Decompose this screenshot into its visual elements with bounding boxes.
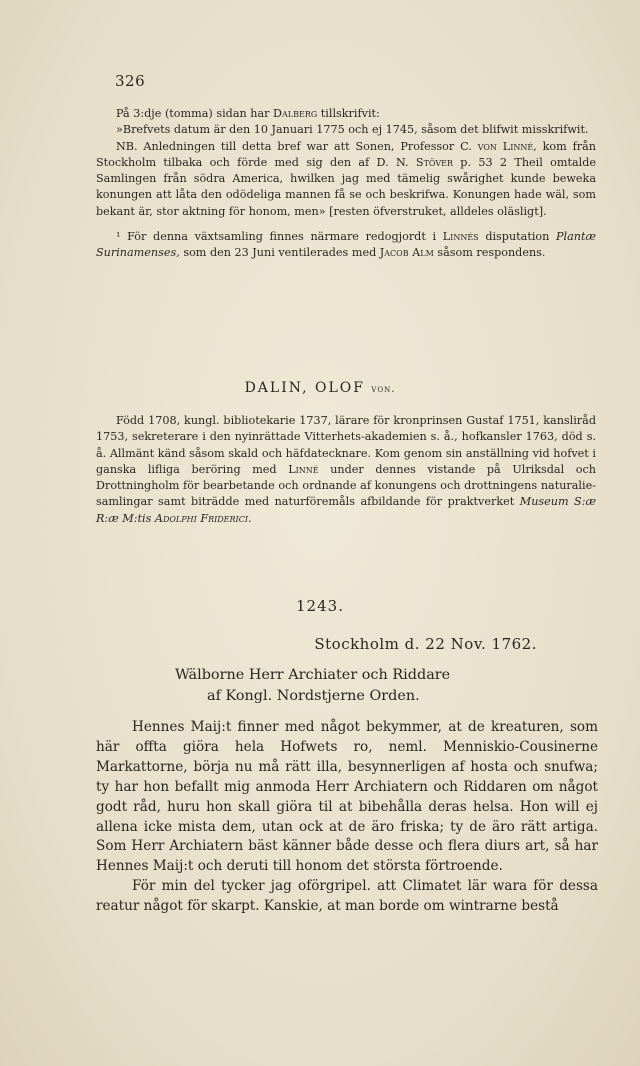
person-name: von Linné xyxy=(477,139,534,153)
salutation-line: af Kongl. Nordstjerne Orden. xyxy=(207,688,420,704)
person-name: Linnés xyxy=(442,230,479,244)
note-text: , kom från Stockholm tilbaka och förde med sig den af D. N. xyxy=(96,139,596,169)
letter-number: 1243. xyxy=(296,597,344,615)
footnote xyxy=(96,229,596,262)
footnote-text: som den 23 Juni ventilerades med xyxy=(179,246,380,260)
footnote-text: ¹ För denna växtsamling finnes närmare redogjordt i xyxy=(116,230,443,244)
note-paragraph xyxy=(96,139,596,220)
note-text: På 3:dje (tomma) sidan har xyxy=(116,107,274,120)
heading-name: DALIN, OLOF xyxy=(244,380,365,396)
work-title: Plantæ Surinamenses, xyxy=(96,230,597,260)
footnote-text: disputation xyxy=(478,230,557,244)
letter-body xyxy=(96,718,598,917)
note-paragraph: »Brefvets datum är den 10 Januari 1775 och ej 1745, såsom det blifwit misskrifwit. xyxy=(116,123,589,137)
biography xyxy=(96,413,596,527)
letter-paragraph: För min del tycker jag oförgripel. att Climatet lär wara för dessa reatur något för skarpt. Kanskie, at man borde om wintrarne bestå xyxy=(96,878,598,915)
note-text: NB. Anledningen till detta bref war att Sonen, Professor C. xyxy=(116,139,478,153)
letter-paragraph: Hennes Maij:t finner med något bekymmer, at de kreaturen, som här offta giöra hela Hofwets ro, neml. Menniskio-Cousinerne Markattorne, börja nu må rätt illa, besynnerligen af hosta och snufwa; ty har hon befallt mig anmoda Herr Archiatern och Riddaren om något godt råd, huru hon skall giöra til at bibehålla deras helsa. Hon will ej allena icke mista dem, utan ock at de äro friska; ty de äro rätt artiga. Som Herr Archiatern bäst känner både desse och flera diurs art, så har Hennes Maij:t och deruti till honom det största förtroende. xyxy=(96,719,598,875)
bio-paragraph xyxy=(96,413,596,527)
letter-salutation xyxy=(175,665,450,707)
salutation-line: Wälborne Herr Archiater och Riddare xyxy=(175,667,451,683)
person-name: Dalberg xyxy=(273,107,318,120)
work-subject: Adolphi Friderici. xyxy=(154,511,252,525)
person-name: Jacob Alm xyxy=(379,246,434,260)
page-number: 326 xyxy=(115,72,146,90)
note-text: p. 53 2 Theil omtalde Samlingen från södra America, hwilken jag med tämelig swårighet kunde beweka konungen att låta den odödeliga mannen få se och beskrifwa. Konungen hade wäl, som bekant är, stor aktning för honom, men» [resten öfverstruket, alldeles oläsligt]. xyxy=(96,155,597,218)
work-title: Museum S:æ R:æ M:tis xyxy=(96,495,597,525)
bio-text: under dennes vistande på Ulriksdal och Drottningholm för bearbetande och ordnande af konungens och drottningens naturalie-samlingar samt biträdde med naturföremåls afbildande för praktverket xyxy=(96,462,596,509)
note-paragraph xyxy=(96,106,596,122)
section-heading xyxy=(0,380,640,396)
note-text: tillskrifvit: xyxy=(317,107,380,120)
bio-text: Född 1708, kungl. bibliotekarie 1737, lärare för kronprinsen Gustaf 1751, kansliråd 1753, sekreterare i den nyinrättade Vitterhets-akademien s. å., hofkansler 1763, död s. å. Allmänt känd såsom skald och häfdatecknare. Kom genom sin anställning vid hofvet i ganska lifliga beröring med xyxy=(96,414,596,476)
footnote-text: såsom respondens. xyxy=(433,246,546,260)
person-name: Linné xyxy=(288,462,319,476)
person-name: Stöver xyxy=(415,155,453,169)
heading-von: von. xyxy=(371,384,396,395)
notes-section xyxy=(96,106,596,262)
letter-dateline: Stockholm d. 22 Nov. 1762. xyxy=(314,635,537,653)
